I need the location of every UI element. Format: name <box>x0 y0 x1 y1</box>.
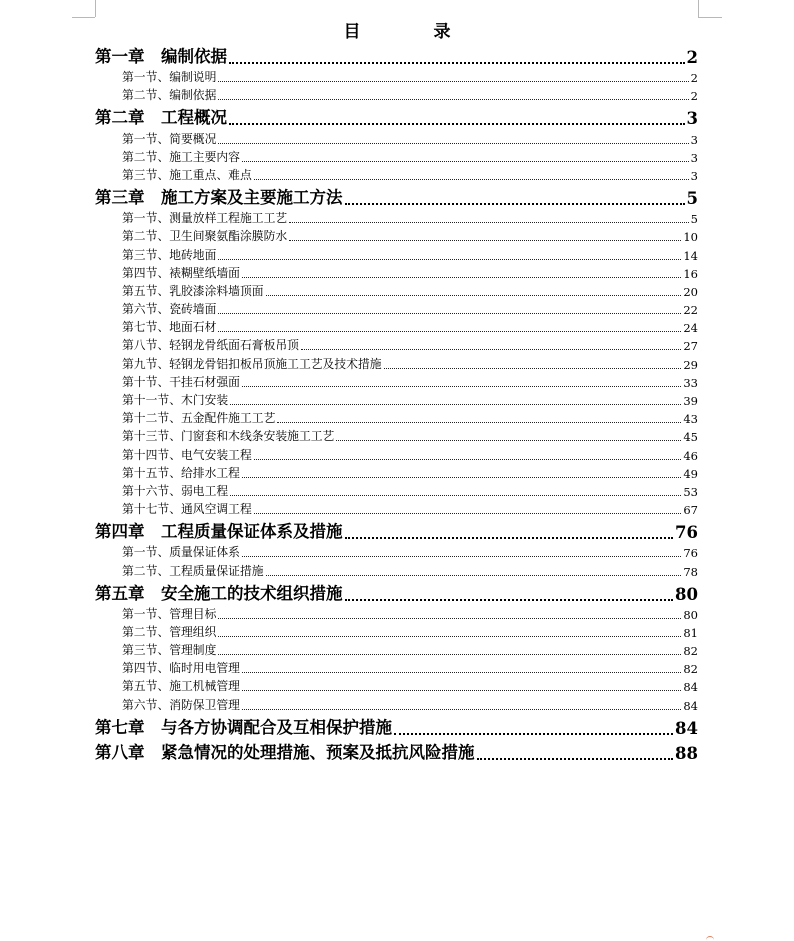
toc-entry-page-number: 82 <box>683 662 698 677</box>
toc-dot-leader <box>229 61 685 64</box>
toc-entry-label: 第七节、地面石材 <box>122 320 217 335</box>
toc-dot-leader <box>345 536 674 539</box>
toc-dot-leader <box>384 367 682 369</box>
toc-entry-page-number: 14 <box>683 248 698 263</box>
toc-dot-leader <box>218 617 681 619</box>
toc-entry-page-number: 2 <box>686 48 698 67</box>
toc-entry-label: 第四节、临时用电管理 <box>122 661 240 676</box>
toc-section-entry[interactable] <box>95 428 698 446</box>
toc-dot-leader <box>266 574 682 576</box>
toc-section-entry[interactable] <box>95 265 698 283</box>
toc-entry-page-number: 5 <box>690 212 698 227</box>
toc-chapter-entry[interactable] <box>95 715 698 740</box>
toc-dot-leader <box>242 555 681 557</box>
toc-entry-label: 第二节、管理组织 <box>122 624 217 639</box>
toc-dot-leader <box>345 202 685 205</box>
toc-entry-label: 第二节、编制依据 <box>122 88 217 103</box>
toc-dot-leader <box>289 221 689 223</box>
toc-entry-page-number: 82 <box>683 644 698 659</box>
toc-entry-page-number: 84 <box>675 718 698 738</box>
toc-dot-leader <box>394 732 673 735</box>
toc-entry-page-number: 3 <box>690 150 698 165</box>
toc-dot-leader <box>230 403 681 405</box>
toc-entry-label: 第三节、地砖地面 <box>122 247 217 262</box>
toc-section-entry[interactable] <box>95 167 698 185</box>
toc-entry-page-number: 33 <box>683 375 698 390</box>
toc-entry-page-number: 81 <box>683 625 698 640</box>
toc-section-entry[interactable] <box>95 544 698 562</box>
toc-entry-label: 第三节、施工重点、难点 <box>122 167 252 182</box>
toc-entry-page-number: 80 <box>683 607 698 622</box>
toc-entry-label: 第十四节、电气安装工程 <box>122 447 252 462</box>
toc-title: 目 录 <box>343 22 479 42</box>
toc-entry-page-number: 22 <box>683 303 698 318</box>
toc-entry-page-number: 84 <box>683 680 698 695</box>
toc-chapter-entry[interactable] <box>95 519 698 544</box>
page-corner-mark-right-horizontal <box>698 17 722 18</box>
toc-chapter-entry[interactable] <box>95 185 698 210</box>
page-corner-mark-right <box>698 0 699 17</box>
toc-entry-label: 第十节、干挂石材强面 <box>122 374 240 389</box>
toc-dot-leader <box>229 122 685 125</box>
toc-entry-page-number: 3 <box>686 109 698 129</box>
toc-dot-leader <box>277 421 681 423</box>
toc-section-entry[interactable] <box>95 562 698 580</box>
page-corner-mark-left <box>95 0 96 17</box>
toc-dot-leader <box>218 330 681 332</box>
toc-section-entry[interactable] <box>95 210 698 228</box>
toc-entry-page-number: 76 <box>675 523 698 543</box>
toc-dot-leader <box>289 239 681 241</box>
toc-entry-label: 第五节、乳胶漆涂料墙顶面 <box>122 283 264 298</box>
toc-section-entry[interactable] <box>95 69 698 87</box>
toc-dot-leader <box>242 160 689 162</box>
toc-dot-leader <box>218 312 681 314</box>
toc-entry-label: 第一章 编制依据 <box>95 47 227 66</box>
toc-section-entry[interactable] <box>95 355 698 373</box>
toc-entry-page-number: 67 <box>683 503 698 518</box>
toc-entry-page-number: 3 <box>690 168 698 183</box>
toc-chapter-entry[interactable] <box>95 44 698 69</box>
toc-entry-label: 第九节、轻钢龙骨铝扣板吊顶施工工艺及技术措施 <box>122 356 382 371</box>
toc-entry-page-number: 16 <box>683 266 698 281</box>
table-of-contents <box>95 44 698 765</box>
toc-section-entry[interactable] <box>95 410 698 428</box>
toc-dot-leader <box>242 708 681 710</box>
toc-dot-leader <box>218 142 688 144</box>
toc-entry-page-number: 46 <box>683 448 698 463</box>
toc-dot-leader <box>254 512 682 514</box>
toc-section-entry[interactable] <box>95 465 698 483</box>
toc-entry-page-number: 10 <box>683 230 698 245</box>
toc-entry-label: 第七章 与各方协调配合及互相保护措施 <box>95 717 392 737</box>
toc-section-entry[interactable] <box>95 624 698 642</box>
toc-section-entry[interactable] <box>95 660 698 678</box>
toc-entry-label: 第五章 安全施工的技术组织措施 <box>95 583 343 603</box>
toc-entry-label: 第一节、编制说明 <box>122 70 217 85</box>
toc-entry-label: 第十三节、门窗套和木线条安装施工工艺 <box>122 429 335 444</box>
toc-entry-page-number: 2 <box>690 71 698 86</box>
toc-dot-leader <box>242 476 681 478</box>
toc-entry-label: 第三节、管理制度 <box>122 643 217 658</box>
toc-entry-label: 第十二节、五金配件施工工艺 <box>122 411 276 426</box>
toc-entry-label: 第六节、瓷砖墙面 <box>122 302 217 317</box>
toc-section-entry[interactable] <box>95 130 698 148</box>
toc-entry-page-number: 20 <box>683 284 698 299</box>
toc-chapter-entry[interactable] <box>95 105 698 130</box>
toc-entry-label: 第一节、测量放样工程施工工艺 <box>122 211 288 226</box>
toc-entry-page-number: 80 <box>675 584 698 604</box>
toc-section-entry[interactable] <box>95 374 698 392</box>
toc-section-entry[interactable] <box>95 283 698 301</box>
toc-entry-label: 第八节、轻钢龙骨纸面石膏板吊顶 <box>122 338 299 353</box>
toc-section-entry[interactable] <box>95 606 698 624</box>
toc-entry-label: 第一节、质量保证体系 <box>122 545 240 560</box>
toc-entry-page-number: 27 <box>683 339 698 354</box>
toc-entry-label: 第一节、简要概况 <box>122 131 217 146</box>
page-corner-mark-left-horizontal <box>72 17 95 18</box>
toc-section-entry[interactable] <box>95 642 698 660</box>
toc-entry-page-number: 88 <box>675 743 698 763</box>
toc-entry-label: 第二章 工程概况 <box>95 108 227 128</box>
toc-dot-leader <box>242 276 681 278</box>
page-edge-mark <box>706 936 714 940</box>
toc-entry-page-number: 24 <box>683 321 698 336</box>
toc-dot-leader <box>218 80 688 82</box>
toc-dot-leader <box>336 439 681 441</box>
toc-section-entry[interactable] <box>95 301 698 319</box>
toc-section-entry[interactable] <box>95 337 698 355</box>
toc-entry-page-number: 53 <box>683 484 698 499</box>
toc-entry-page-number: 76 <box>683 546 698 561</box>
toc-entry-label: 第五节、施工机械管理 <box>122 679 240 694</box>
toc-entry-page-number: 84 <box>683 698 698 713</box>
toc-dot-leader <box>218 258 681 260</box>
toc-section-entry[interactable] <box>95 87 698 105</box>
toc-section-entry[interactable] <box>95 678 698 696</box>
toc-dot-leader <box>301 348 681 350</box>
toc-dot-leader <box>254 178 689 180</box>
toc-dot-leader <box>230 494 681 496</box>
toc-entry-page-number: 2 <box>690 89 698 104</box>
toc-entry-label: 第六节、消防保卫管理 <box>122 697 240 712</box>
toc-entry-label: 第十六节、弱电工程 <box>122 483 229 498</box>
toc-entry-label: 第十一节、木门安装 <box>122 393 229 407</box>
toc-entry-label: 第一节、管理目标 <box>122 606 217 621</box>
toc-entry-page-number: 3 <box>690 132 698 147</box>
toc-section-entry[interactable] <box>95 696 698 714</box>
toc-entry-label: 第四章 工程质量保证体系及措施 <box>95 522 343 542</box>
toc-entry-label: 第十五节、给排水工程 <box>122 465 240 480</box>
toc-entry-label: 第三章 施工方案及主要施工方法 <box>95 187 343 207</box>
toc-entry-page-number: 43 <box>683 412 698 427</box>
toc-entry-page-number: 29 <box>683 357 698 372</box>
toc-section-entry[interactable] <box>95 446 698 464</box>
toc-entry-label: 第二节、工程质量保证措施 <box>122 563 264 578</box>
toc-entry-label: 第十七节、通风空调工程 <box>122 502 252 517</box>
toc-dot-leader <box>477 757 674 760</box>
toc-dot-leader <box>242 671 681 673</box>
toc-dot-leader <box>345 598 674 601</box>
toc-entry-page-number: 5 <box>686 188 698 208</box>
toc-dot-leader <box>218 653 681 655</box>
toc-entry-label: 第二节、卫生间聚氨酯涂膜防水 <box>122 229 288 244</box>
toc-section-entry[interactable] <box>95 228 698 246</box>
toc-entry-label: 第二节、施工主要内容 <box>122 149 240 164</box>
toc-dot-leader <box>218 98 688 100</box>
toc-dot-leader <box>218 635 681 637</box>
toc-entry-page-number: 49 <box>683 466 698 481</box>
toc-dot-leader <box>242 385 681 387</box>
toc-dot-leader <box>242 689 681 691</box>
toc-chapter-entry[interactable] <box>95 581 698 606</box>
toc-chapter-entry[interactable] <box>95 740 698 765</box>
toc-entry-page-number: 45 <box>683 430 698 445</box>
toc-entry-page-number: 78 <box>683 564 698 579</box>
toc-section-entry[interactable] <box>95 501 698 519</box>
toc-section-entry[interactable] <box>95 319 698 337</box>
toc-section-entry[interactable] <box>95 246 698 264</box>
toc-dot-leader <box>254 458 682 460</box>
toc-entry-page-number: 39 <box>683 394 698 408</box>
toc-section-entry[interactable] <box>95 392 698 410</box>
toc-section-entry[interactable] <box>95 149 698 167</box>
toc-dot-leader <box>266 294 682 296</box>
toc-entry-label: 第八章 紧急情况的处理措施、预案及抵抗风险措施 <box>95 742 475 762</box>
toc-entry-label: 第四节、裱糊壁纸墙面 <box>122 265 240 280</box>
toc-section-entry[interactable] <box>95 483 698 501</box>
